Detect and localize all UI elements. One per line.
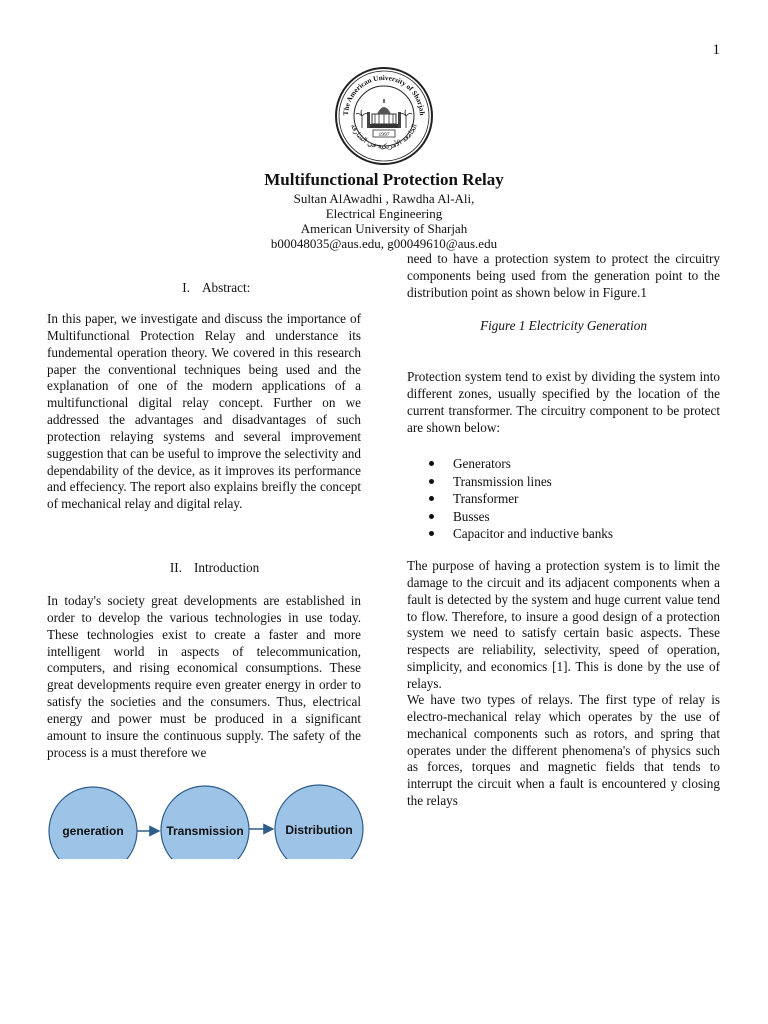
seal-top-text: The American University of Sharjah	[341, 73, 427, 116]
list-item	[407, 525, 720, 543]
page-number: 1	[712, 42, 720, 58]
university: American University of Sharjah	[300, 221, 468, 236]
list-item-text: Transmission lines	[453, 473, 552, 489]
diagram-node-generation	[49, 787, 137, 859]
right-paragraph-4: We have two types of relays. The first type of relay is electro-mechanical relay which operates by the use of mechanical components such as rotors, and spring that operates under the different phenomena's of physics such as forces, torques and magnetic fields that tends to interrupt the circuit when a fault is encountered y closing the relays	[407, 692, 720, 809]
list-item	[407, 490, 720, 508]
diagram-node-distribution	[275, 785, 363, 859]
abstract-heading-number: I.	[182, 280, 190, 295]
list-item-text: Transformer	[453, 491, 519, 506]
university-seal-logo	[334, 66, 434, 166]
list-item-text: Capacitor and inductive banks	[453, 526, 614, 541]
diagram-label-generation: generation	[62, 824, 124, 838]
list-item	[407, 455, 720, 473]
list-item-text: Generators	[453, 456, 511, 471]
protected-components-list	[407, 455, 720, 543]
author-emails: b00048035@aus.edu, g00049610@aus.edu	[270, 236, 498, 251]
right-paragraph-2: Protection system tend to exist by dividing the system into different zones, usually specified by the location of the current transformer. The circuitry component to be protect are shown below:	[407, 369, 720, 435]
seal-bottom-text: الجامعة الأمريكية في الشارقة	[349, 122, 419, 151]
bullet-icon	[429, 461, 434, 466]
authors: Sultan AlAwadhi , Rawdha Al-Ali,	[293, 191, 475, 206]
bullet-icon	[429, 531, 434, 536]
list-item	[407, 508, 720, 526]
introduction-heading-number: II.	[169, 560, 182, 575]
introduction-paragraph: In today's society great developments are established in order to develop the various technologies in use today. These technologies exist to create a faster and more intelligent world in aspects of telecommunication, computers, and rising economical consumptions. These great developments require even greater energy in order to satisfy the societies and the consumers. Thus, electrical energy and power must be produced in a significant amount to insure the continuous supply. The safety of the process is a must therefore we	[47, 593, 361, 760]
abstract-heading	[150, 280, 250, 296]
abstract-heading-title: Abstract:	[202, 280, 251, 295]
department: Electrical Engineering	[325, 206, 443, 221]
paper-title: Multifunctional Protection Relay	[264, 170, 504, 189]
seal-year: 1997	[378, 132, 390, 138]
bullet-icon	[429, 479, 434, 484]
introduction-heading	[142, 560, 259, 576]
right-paragraph-1: need to have a protection system to protect the circuitry components being used from the generation point to the distribution point as shown below in Figure.1	[407, 251, 720, 300]
diagram-node-transmission	[161, 786, 249, 859]
introduction-heading-title: Introduction	[194, 560, 260, 575]
right-paragraph-3: The purpose of having a protection system is to limit the damage to the circuit and its adjacent components when a fault is detected by the system and huge current value tend to flow. Therefore, to insure a good design of a protection system we need to satisfy certain basic aspects. These respects are reliability, selectivity, speed of operation, simplicity, and economics [1]. This is done by the use of relays.	[407, 558, 720, 691]
list-item	[407, 473, 720, 491]
electricity-generation-diagram	[48, 761, 364, 859]
bullet-icon	[429, 514, 434, 519]
abstract-paragraph: In this paper, we investigate and discuss the importance of Multifunctional Protection Relay and understance its fundemental operation theory. We covered in this research paper the conventional techniques being used and the explanation of one of the modern applications of a multifunctional digital relay concept. Further on we addressed the advantages and disadvantages of such protection relaying systems and several improvement suggestion that can be useful to improve the selectivity and dependability of the device, as it improves its performance and effeciency. The report also explains breifly the concept of mechanical relay and digital relay.	[47, 311, 361, 512]
diagram-label-distribution: Distribution	[285, 823, 353, 837]
diagram-label-transmission: Transmission	[166, 824, 244, 838]
bullet-icon	[429, 496, 434, 501]
figure-caption: Figure 1 Electricity Generation	[480, 318, 647, 333]
list-item-text: Busses	[453, 508, 490, 524]
